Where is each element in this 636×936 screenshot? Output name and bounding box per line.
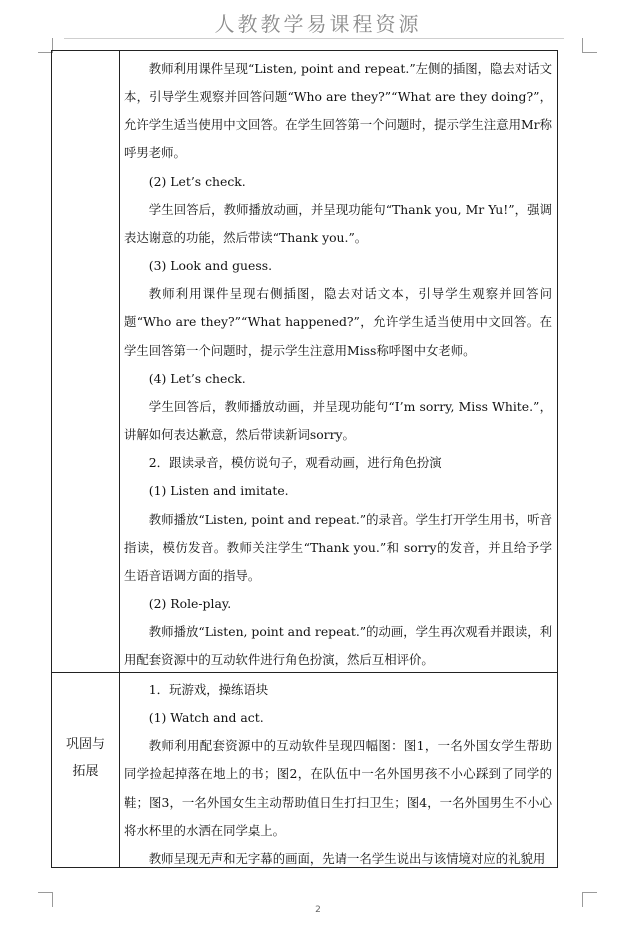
stage-label-line: 拓展 xyxy=(72,764,99,779)
paragraph: 1．玩游戏，操练语块 xyxy=(148,682,269,697)
paragraph: 学生回答后，教师播放动画，并呈现功能句“I’m sorry, Miss White.”，讲解如何表达歉意，然后带读新词sorry。 xyxy=(124,398,552,443)
paragraph: 教师利用课件呈现“Listen, point and repeat.”左侧的插图，隐去对话文本，引导学生观察并回答问题“Who are they?”“What are they doing?”，允许学生适当使用中文回答。在学生回答第一个问题时，提示学生注意用Mr称呼男老师。 xyxy=(124,61,552,161)
paragraph: 教师播放“Listen, point and repeat.”的动画，学生再次观看并跟读，利用配套资源中的互动软件进行角色扮演，然后互相评价。 xyxy=(124,624,552,668)
procedure-cell-bottom xyxy=(124,676,552,873)
paragraph: 教师利用配套资源中的互动软件呈现四幅图：图1，一名外国女学生帮助同学捡起掉落在地上的书；图2，在队伍中一名外国男孩不小心踩到了同学的鞋；图3，一名外国女生主动帮助值日生打扫卫生；图4，一名外国男生不小心将水杯里的水洒在同学桌上。 xyxy=(124,738,552,838)
column-divider xyxy=(119,51,120,867)
paragraph: (2) Role-play. xyxy=(148,595,232,611)
paragraph: 2．跟读录音，模仿说句子，观看动画，进行角色扮演 xyxy=(148,455,442,471)
crop-mark-top-right xyxy=(582,38,597,53)
paragraph: 教师播放“Listen, point and repeat.”的录音。学生打开学生用书，听音指读，模仿发音。教师关注学生“Thank you.”和 sorry的发音，并且给予学生语音语调方面的指导。 xyxy=(124,511,552,583)
paragraph: 学生回答后，教师播放动画，并呈现功能句“Thank you, Mr Yu!”，强调表达谢意的功能，然后带读“Thank you.”。 xyxy=(124,201,552,245)
procedure-cell-top xyxy=(124,55,552,674)
page-header-title: 人教教学易课程资源 xyxy=(214,12,422,36)
stage-label-line: 巩固与 xyxy=(65,737,105,752)
paragraph: (4) Let’s check. xyxy=(148,370,246,386)
paragraph: (3) Look and guess. xyxy=(148,258,273,274)
paragraph: 教师呈现无声和无字幕的画面，先请一名学生说出与该情境对应的礼貌用 xyxy=(148,850,546,866)
paragraph: (2) Let’s check. xyxy=(148,173,246,189)
paragraph: 教师利用课件呈现右侧插图，隐去对话文本，引导学生观察并回答问题“Who are they?”“What happened?”，允许学生适当使用中文回答。在学生回答第一个问题时，提示学生注意用Miss称呼图中女老师。 xyxy=(124,286,552,358)
page-number: 2 xyxy=(315,905,321,915)
lesson-plan-table xyxy=(51,50,558,868)
header-rule xyxy=(64,38,564,39)
stage-label xyxy=(52,731,119,785)
paragraph: (1) Watch and act. xyxy=(148,710,264,726)
paragraph: (1) Listen and imitate. xyxy=(148,483,289,499)
